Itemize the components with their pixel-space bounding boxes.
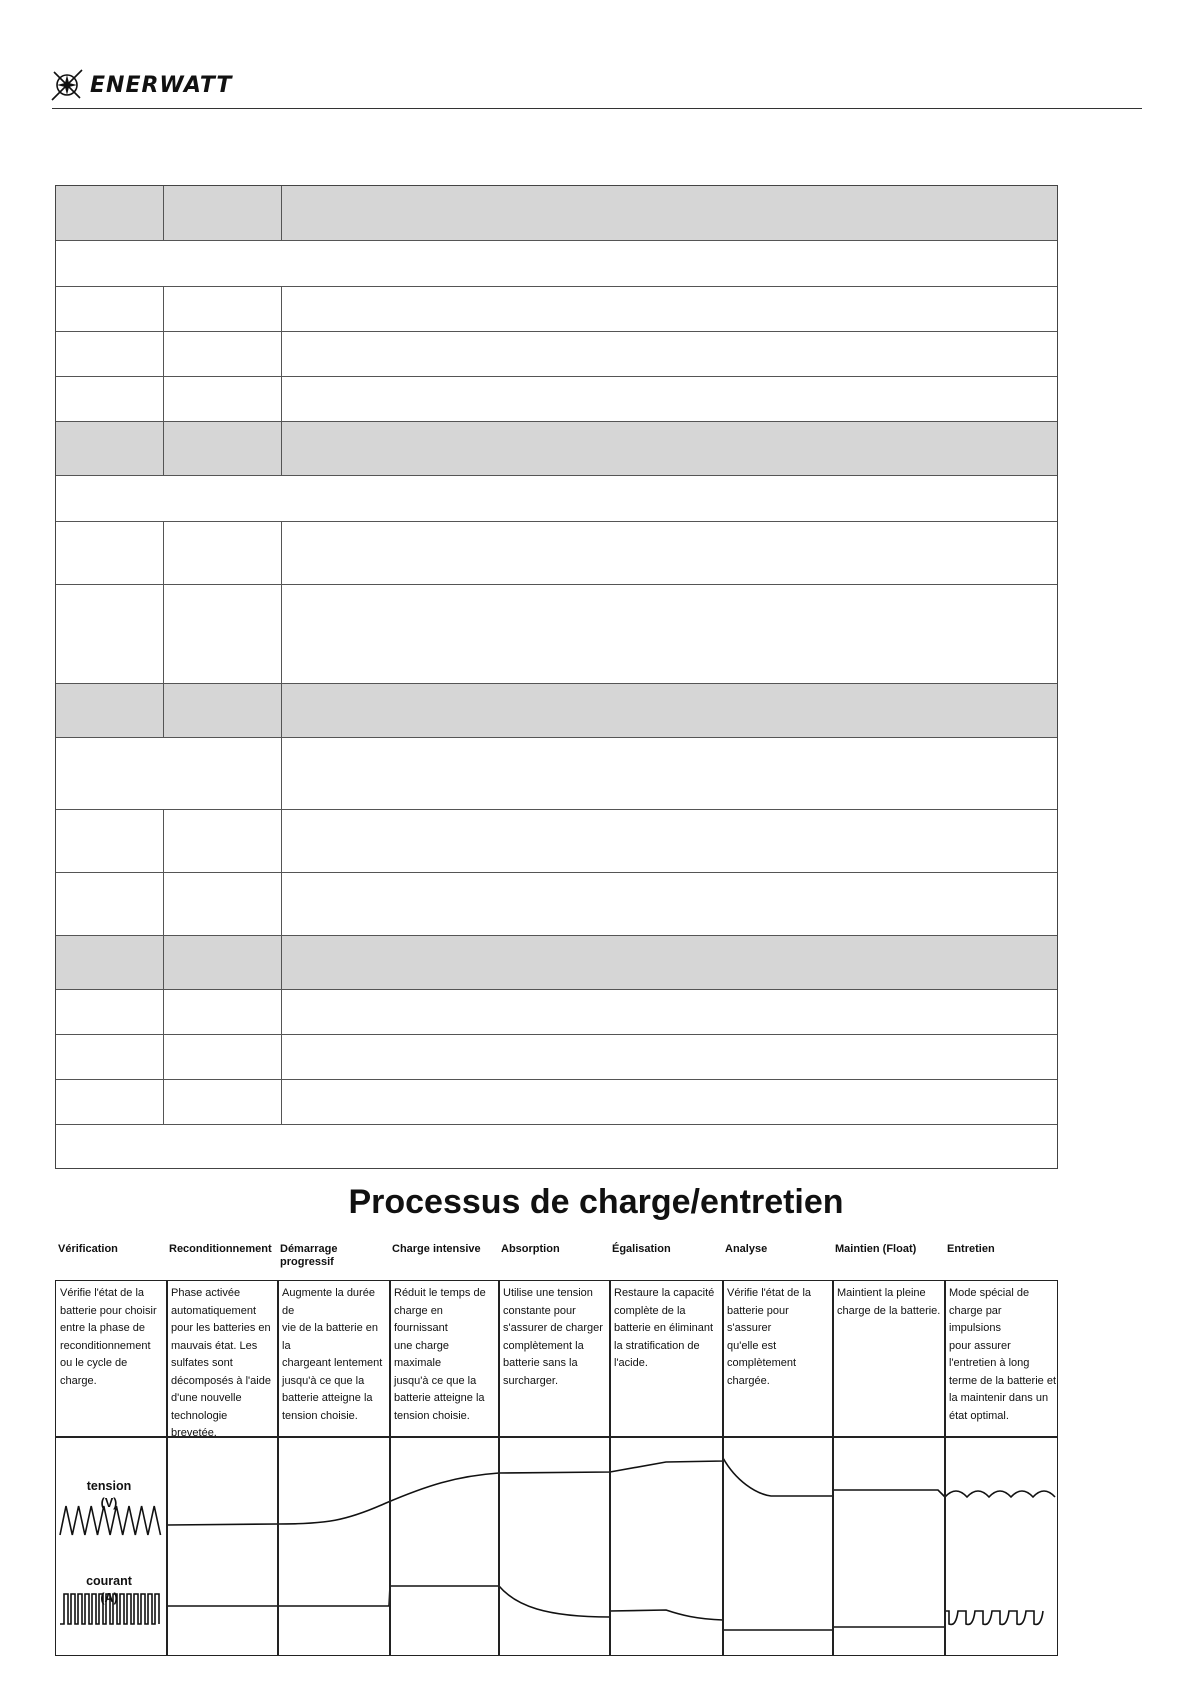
- stage-divider: [166, 1281, 168, 1655]
- stage-title: Charge intensive: [392, 1243, 481, 1255]
- description-line: une charge maximale: [394, 1339, 450, 1369]
- stage-description: [60, 1285, 165, 1390]
- description-line: chargée.: [727, 1374, 770, 1387]
- header-divider: [52, 108, 1142, 109]
- description-line: état optimal.: [949, 1409, 1009, 1422]
- brand-logo: [50, 68, 232, 102]
- voltage-label-unit: (V): [100, 1496, 118, 1510]
- description-line: ou le cycle de charge.: [60, 1357, 128, 1387]
- description-line: Restaure la capacité: [614, 1287, 715, 1299]
- stage-grid: [55, 1280, 1058, 1656]
- description-line: entre la phase de: [60, 1322, 146, 1334]
- description-line: vie de la batterie en la: [282, 1322, 379, 1352]
- description-line: terme de la batterie et: [949, 1374, 1057, 1387]
- stage-divider: [277, 1281, 279, 1655]
- stage-description: [503, 1285, 608, 1390]
- table-row: [56, 809, 1057, 872]
- stage-divider: [609, 1281, 611, 1655]
- table-section-row: [56, 475, 1057, 521]
- table-header-row: [56, 186, 1057, 240]
- description-line: Maintient la pleine: [837, 1287, 926, 1299]
- description-line: batterie atteigne la: [394, 1392, 485, 1404]
- voltage-maintenance-wave: [945, 1491, 1055, 1497]
- description-line: Augmente la durée de: [282, 1287, 375, 1317]
- description-line: Vérifie l'état de la: [727, 1287, 812, 1299]
- table-row: [56, 989, 1057, 1034]
- table-row: [56, 521, 1057, 584]
- description-line: Phase activée: [171, 1287, 241, 1299]
- stage-description: [614, 1285, 721, 1373]
- table-section-row: [56, 1124, 1057, 1168]
- description-line: sulfates sont: [171, 1357, 233, 1369]
- voltage-line: [167, 1458, 945, 1525]
- stage-title: Égalisation: [612, 1243, 671, 1255]
- compass-star-icon: [50, 68, 84, 102]
- description-line: charge par impulsions: [949, 1304, 1002, 1334]
- charge-process-diagram: [55, 1243, 1060, 1605]
- stage-divider: [944, 1281, 946, 1655]
- description-line: pour assurer: [949, 1339, 1011, 1352]
- table-row: [56, 737, 1057, 809]
- stage-divider: [832, 1281, 834, 1655]
- description-line: complètement: [727, 1357, 797, 1369]
- description-line: batterie pour s'assurer: [727, 1304, 789, 1334]
- description-line: tension choisie.: [282, 1409, 358, 1422]
- description-line: reconditionnement: [60, 1339, 151, 1352]
- table-section-row: [56, 240, 1057, 286]
- description-line: Utilise une tension: [503, 1287, 593, 1299]
- brand-name: ENERWATT: [90, 72, 233, 98]
- stage-title: Absorption: [501, 1243, 560, 1255]
- description-line: batterie atteigne la: [282, 1392, 373, 1404]
- description-line: d'une nouvelle: [171, 1392, 242, 1404]
- description-line: batterie sans la: [503, 1357, 578, 1369]
- description-line: l'entretien à long: [949, 1357, 1030, 1369]
- description-line: charge en fournissant: [394, 1304, 448, 1334]
- stage-divider: [498, 1281, 500, 1655]
- table-row: [56, 872, 1057, 935]
- stage-title: Analyse: [725, 1243, 768, 1255]
- stage-titles: [55, 1243, 1060, 1279]
- description-line: constante pour: [503, 1304, 576, 1317]
- table-row: [56, 331, 1057, 376]
- table-row: [56, 376, 1057, 421]
- current-line: [167, 1586, 945, 1630]
- description-line: l'acide.: [614, 1357, 648, 1369]
- stage-title: Maintien (Float): [835, 1243, 917, 1255]
- spec-table: [55, 185, 1058, 1169]
- table-header-row: [56, 683, 1057, 737]
- current-label-name: courant: [86, 1574, 132, 1588]
- stage-divider: [722, 1281, 724, 1655]
- description-line: Mode spécial de: [949, 1287, 1030, 1299]
- stage-title: Reconditionnement: [169, 1243, 272, 1255]
- description-line: technologie brevetée.: [171, 1409, 228, 1439]
- stage-title: Vérification: [58, 1243, 118, 1255]
- stage-description: [727, 1285, 831, 1390]
- description-line: complètement la: [503, 1339, 584, 1352]
- description-line: tension choisie.: [394, 1409, 470, 1422]
- stage-divider: [389, 1281, 391, 1655]
- stage-description: [171, 1285, 276, 1443]
- current-pulses: [60, 1594, 159, 1624]
- description-line: s'assurer de charger: [503, 1322, 603, 1334]
- stage-description: [394, 1285, 497, 1425]
- current-label-unit: (A): [100, 1591, 118, 1605]
- stage-description: [282, 1285, 388, 1425]
- table-row: [56, 1034, 1057, 1079]
- description-line: Vérifie l'état de la: [60, 1287, 145, 1299]
- stage-title: Démarrage progressif: [280, 1243, 338, 1268]
- table-row: [56, 286, 1057, 331]
- stage-description: [949, 1285, 1056, 1425]
- current-maintenance-pulses: [945, 1611, 1043, 1627]
- stage-title: Entretien: [947, 1243, 995, 1255]
- description-line: automatiquement: [171, 1304, 256, 1317]
- description-line: la stratification de: [614, 1339, 700, 1352]
- chart-title: Processus de charge/entretien: [348, 1183, 844, 1221]
- stage-description: [837, 1285, 943, 1320]
- description-line: charge de la batterie.: [837, 1304, 941, 1317]
- description-line: décomposés à l'aide: [171, 1374, 271, 1387]
- voltage-zigzag: [60, 1506, 161, 1535]
- description-line: chargeant lentement: [282, 1357, 383, 1369]
- table-row: [56, 584, 1057, 683]
- voltage-label-name: tension: [86, 1479, 132, 1493]
- description-line: Réduit le temps de: [394, 1287, 486, 1299]
- table-header-row: [56, 421, 1057, 475]
- description-line: qu'elle est: [727, 1339, 777, 1352]
- table-header-row: [56, 935, 1057, 989]
- description-line: la maintenir dans un: [949, 1392, 1049, 1404]
- description-line: jusqu'à ce que la: [282, 1374, 365, 1387]
- description-line: surcharger.: [503, 1374, 559, 1387]
- description-line: jusqu'à ce que la: [394, 1374, 477, 1387]
- description-line: batterie en éliminant: [614, 1322, 714, 1334]
- description-line: complète de la: [614, 1304, 686, 1317]
- table-row: [56, 1079, 1057, 1124]
- description-line: mauvais état. Les: [171, 1339, 258, 1352]
- description-line: batterie pour choisir: [60, 1304, 157, 1317]
- description-line: pour les batteries en: [171, 1322, 271, 1334]
